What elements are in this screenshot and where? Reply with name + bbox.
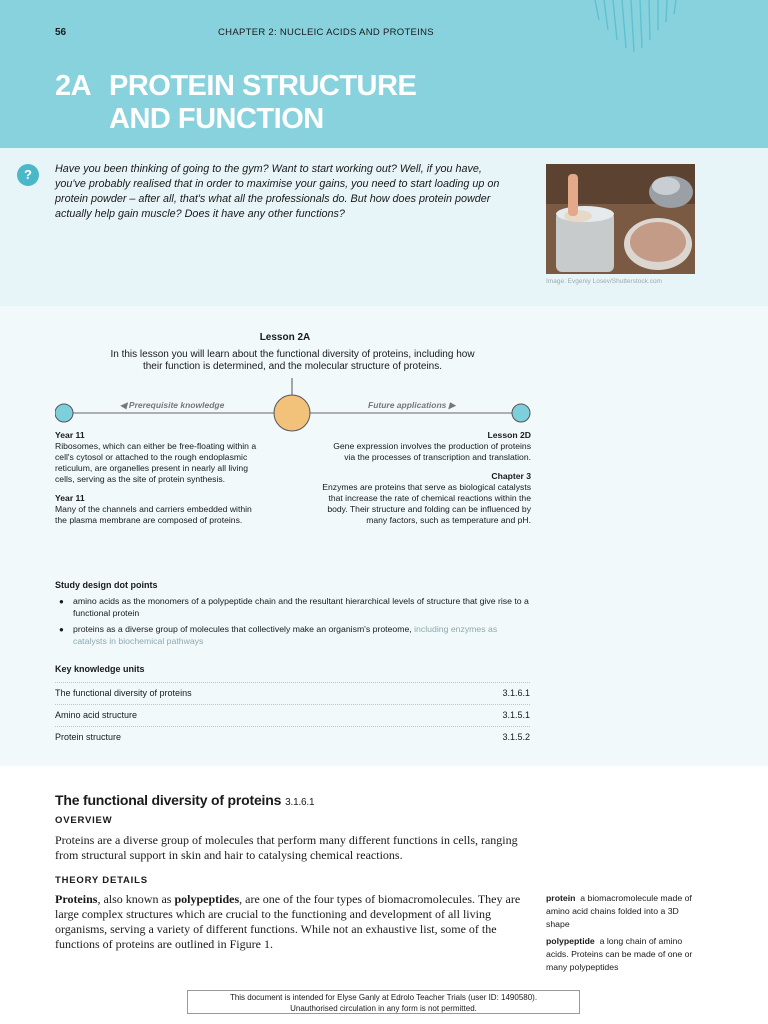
chapter-title: CHAPTER 2: NUCLEIC ACIDS AND PROTEINS xyxy=(218,27,434,38)
decorative-stripes xyxy=(590,0,700,60)
notice-line: This document is intended for Elyse Ganly at Edrolo Teacher Trials (user ID: 1490580). xyxy=(229,993,538,1002)
future-text: Gene expression involves the production of proteins via the processes of transcription and translation. xyxy=(333,441,531,462)
prerequisite-item xyxy=(55,430,260,485)
page-number: 56 xyxy=(55,27,67,38)
prerequisite-heading: Year 11 xyxy=(55,493,85,503)
study-design-text: amino acids as the monomers of a polypeptide chain and the resultant hierarchical levels of structure that give rise to a functional protein xyxy=(73,596,529,618)
key-knowledge-label: The functional diversity of proteins xyxy=(55,688,192,698)
key-knowledge-title: Key knowledge units xyxy=(55,664,145,674)
overview-paragraph: Proteins are a diverse group of molecules that perform many different functions in cells, ranging from structural support in skin and hair to catalysing chemical reactions. xyxy=(55,833,518,862)
glossary-definition: a long chain of amino acids. Proteins can be made of one or many polypeptides xyxy=(546,936,693,972)
lesson-code: 2A xyxy=(55,70,92,102)
list-item xyxy=(55,624,530,647)
list-item xyxy=(55,596,530,619)
prerequisite-label: ◀ Prerequisite knowledge xyxy=(120,400,225,410)
study-design-faded-text: including enzymes as catalysts in biochemical pathways xyxy=(73,624,498,646)
future-item xyxy=(320,471,531,526)
future-applications-label: Future applications ▶ xyxy=(368,400,456,410)
timeline-node-center xyxy=(274,395,310,431)
question-icon: ? xyxy=(17,164,39,186)
bullet-icon: ● xyxy=(59,597,64,606)
theory-heading: THEORY DETAILS xyxy=(55,875,148,886)
study-design-text: proteins as a diverse group of molecules that collectively make an organism's proteome, xyxy=(73,624,415,634)
prerequisite-text: Many of the channels and carriers embedded within the plasma membrane are composed of proteins. xyxy=(55,504,252,525)
distribution-notice xyxy=(187,990,580,1014)
future-applications-column xyxy=(320,430,531,526)
study-design-list xyxy=(55,596,530,652)
key-knowledge-code: 3.1.5.2 xyxy=(502,732,530,742)
study-design-title: Study design dot points xyxy=(55,580,158,590)
key-knowledge-label: Protein structure xyxy=(55,732,122,742)
glossary-term: protein xyxy=(546,893,576,903)
glossary-entry xyxy=(546,935,696,974)
prerequisite-item xyxy=(55,493,260,526)
prerequisite-heading: Year 11 xyxy=(55,430,85,440)
prerequisite-column xyxy=(55,430,260,526)
key-knowledge-table xyxy=(55,682,530,748)
table-row xyxy=(55,682,530,704)
protein-powder-photo xyxy=(546,164,695,274)
paragraph-text: , also known as xyxy=(97,892,175,906)
glossary-entry xyxy=(546,892,696,931)
bullet-icon: ● xyxy=(59,625,64,634)
page-title-line1: PROTEIN STRUCTURE xyxy=(109,70,417,102)
future-heading: Lesson 2D xyxy=(487,430,531,440)
timeline-node-left xyxy=(55,404,73,422)
table-row xyxy=(55,726,530,748)
overview-heading: OVERVIEW xyxy=(55,815,113,826)
bold-term: Proteins xyxy=(55,892,98,906)
future-heading: Chapter 3 xyxy=(491,471,531,481)
lesson-summary: In this lesson you will learn about the functional diversity of proteins, including how their function is determined, and the molecular structure of proteins. xyxy=(110,349,475,372)
key-knowledge-code: 3.1.6.1 xyxy=(502,688,530,698)
glossary-sidebar xyxy=(546,892,696,974)
bold-term: polypeptides xyxy=(174,892,240,906)
table-row xyxy=(55,704,530,726)
intro-text: Have you been thinking of going to the gym? Want to start working out? Well, if you have, you've probably realised that in order to maximise your gains, you need to start loading up on protein powder – after all, that's what all the professionals do. But how does protein powder actually help gain muscle? Does it have any other functions? xyxy=(55,163,500,220)
section-code: 3.1.6.1 xyxy=(285,797,315,808)
glossary-term: polypeptide xyxy=(546,936,595,946)
key-knowledge-label: Amino acid structure xyxy=(55,710,138,720)
section-title-text: The functional diversity of proteins xyxy=(55,792,282,808)
prerequisite-text: Ribosomes, which can either be free-floating within a cell's cytosol or attached to the rough endoplasmic reticulum, are organelles present in nearly all living cells, serving as the site of protein synthesis. xyxy=(55,441,257,484)
image-credit: Image: Evgeniy Losev/Shutterstock.com xyxy=(546,278,662,285)
theory-paragraph xyxy=(55,892,535,952)
future-item xyxy=(320,430,531,463)
page-title-line2: AND FUNCTION xyxy=(109,103,324,135)
section-title xyxy=(55,792,314,808)
key-knowledge-code: 3.1.5.1 xyxy=(502,710,530,720)
glossary-definition: a biomacromolecule made of amino acid chains folded into a 3D shape xyxy=(546,893,692,929)
timeline-node-right xyxy=(512,404,530,422)
page-title xyxy=(109,70,469,136)
future-text: Enzymes are proteins that serve as biological catalysts that increase the rate of chemical reactions within the body. Their structure and folding can be influenced by many factors, such as temperature and pH. xyxy=(322,482,531,525)
notice-line: Unauthorised circulation in any form is not permitted. xyxy=(290,1003,477,1013)
lesson-title: Lesson 2A xyxy=(259,332,311,343)
paragraph-text: , are one of the four types of biomacromolecules. They are large complex structures which are crucial to the functioning and development of all living organisms, serving a variety of different functions. While not an exhaustive list, some of the functions of proteins are outlined in Figure 1. xyxy=(55,892,521,951)
